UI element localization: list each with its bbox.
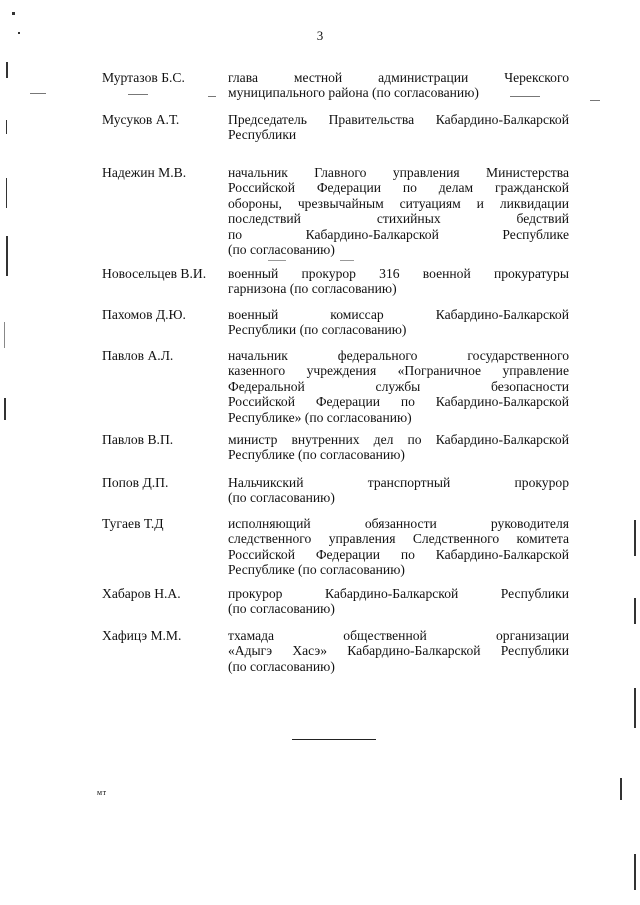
person-role: [228, 432, 569, 463]
executor-initials: мт: [97, 788, 107, 797]
person-name: Мусуков А.Т.: [102, 112, 180, 127]
role-line: Республики: [228, 127, 297, 143]
person-name: Хафицэ М.М.: [102, 628, 182, 643]
person-name: Павлов А.Л.: [102, 348, 174, 363]
scan-speck: [12, 12, 15, 15]
person-role: [228, 475, 569, 506]
person-role: [228, 165, 569, 257]
role-line: начальник федерального государственного: [228, 348, 569, 363]
person-name: Пахомов Д.Ю.: [102, 307, 186, 322]
scan-edge-mark: [6, 62, 8, 78]
person-role: [228, 516, 569, 578]
role-line: муниципального района (по согласованию): [228, 85, 479, 101]
role-line: гарнизона (по согласованию): [228, 281, 397, 297]
person-name: Хабаров Н.А.: [102, 586, 181, 601]
scan-edge-mark: [4, 322, 5, 348]
role-line: «Адыгэ Хасэ» Кабардино-Балкарской Республики: [228, 643, 569, 659]
role-line: Российской Федерации по делам гражданской: [228, 180, 569, 196]
scan-speck: [18, 32, 20, 34]
role-line: последствий стихийных бедствий: [228, 211, 569, 227]
scan-smudge: [30, 93, 46, 94]
scan-edge-mark: [634, 520, 636, 556]
person-role: [228, 628, 569, 674]
scan-smudge: [340, 260, 354, 261]
role-line: военный прокурор 316 военной прокуратуры: [228, 266, 569, 281]
role-line: начальник Главного управления Министерства: [228, 165, 569, 180]
person-role: [228, 266, 569, 297]
role-line: Российской Федерации по Кабардино-Балкарской: [228, 546, 569, 562]
role-line: Республике (по согласованию): [228, 562, 405, 578]
role-line: военный комиссар Кабардино-Балкарской: [228, 307, 569, 322]
role-line: Республики (по согласованию): [228, 322, 407, 338]
role-line: по Кабардино-Балкарской Республике: [228, 226, 569, 242]
person-role: [228, 348, 569, 425]
scan-smudge: [510, 96, 540, 97]
end-divider: [292, 739, 376, 740]
scan-smudge: [128, 94, 148, 95]
person-name: Попов Д.П.: [102, 475, 169, 490]
role-line: (по согласованию): [228, 658, 335, 674]
role-line: Российской Федерации по Кабардино-Балкарской: [228, 394, 569, 410]
scan-smudge: [268, 260, 286, 261]
role-line: Республике» (по согласованию): [228, 409, 412, 425]
person-role: [228, 586, 569, 617]
role-line: министр внутренних дел по Кабардино-Балкарской: [228, 432, 569, 447]
role-line: исполняющий обязанности руководителя: [228, 516, 569, 531]
person-role: [228, 307, 569, 338]
person-name: Новосельцев В.И.: [102, 266, 207, 281]
role-line: (по согласованию): [228, 490, 335, 506]
scan-edge-mark: [4, 398, 6, 420]
scan-smudge: [208, 96, 216, 97]
scan-edge-mark: [6, 178, 7, 208]
role-line: обороны, чрезвычайным ситуациям и ликвидации: [228, 195, 569, 211]
role-line: (по согласованию): [228, 601, 335, 617]
scan-smudge: [590, 100, 600, 101]
person-name: Тугаев Т.Д: [102, 516, 164, 531]
role-line: Федеральной службы безопасности: [228, 378, 569, 394]
scan-edge-mark: [634, 598, 636, 624]
role-line: Председатель Правительства Кабардино-Балкарской: [228, 112, 569, 127]
role-line: тхамада общественной организации: [228, 628, 569, 643]
person-role: [228, 112, 569, 143]
role-line: казенного учреждения «Пограничное управление: [228, 363, 569, 379]
person-name: Надежин М.В.: [102, 165, 187, 180]
role-line: глава местной администрации Черекского: [228, 70, 569, 85]
role-line: прокурор Кабардино-Балкарской Республики: [228, 586, 569, 601]
role-line: Республике (по согласованию): [228, 447, 405, 463]
scan-edge-mark: [6, 120, 7, 134]
scan-edge-mark: [6, 236, 8, 276]
scan-edge-mark: [634, 854, 636, 890]
role-line: Нальчикский транспортный прокурор: [228, 475, 569, 490]
page-number: 3: [316, 28, 324, 43]
role-line: (по согласованию): [228, 242, 335, 258]
scan-edge-mark: [634, 688, 636, 728]
role-line: следственного управления Следственного комитета: [228, 531, 569, 547]
person-name: Муртазов Б.С.: [102, 70, 185, 85]
scan-edge-mark: [620, 778, 622, 800]
person-name: Павлов В.П.: [102, 432, 174, 447]
